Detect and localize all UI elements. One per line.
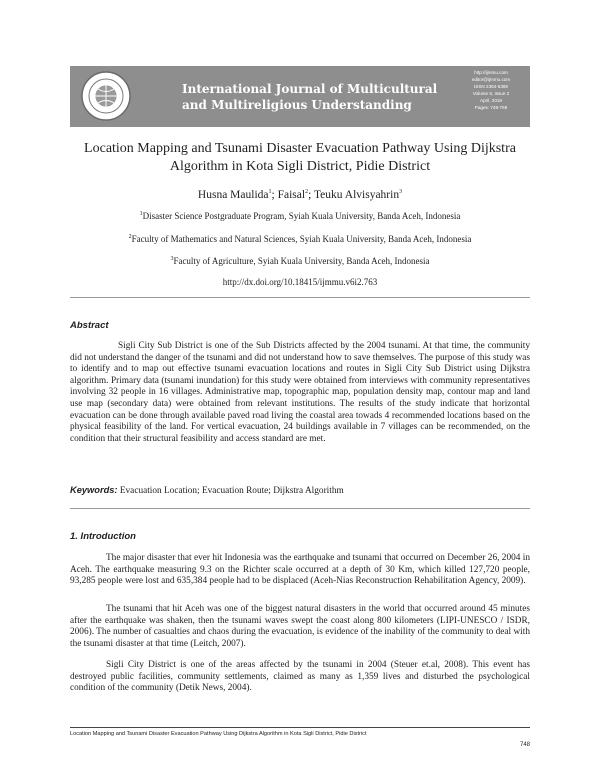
affiliation-3 [40,256,560,266]
affiliation-mark: 2 [128,234,132,240]
journal-logo-icon [80,70,132,122]
author-separator: ; [271,189,278,201]
author-name: Teuku Alvisyahrin [313,189,400,201]
divider [70,508,530,509]
journal-issn: ISSN 2364-5369 [474,84,508,89]
keywords [70,485,530,496]
journal-banner [70,66,530,127]
journal-title-line-2: and Multireligious Understanding [182,98,412,112]
page-number: 748 [519,742,530,748]
author-affiliation-mark: 2 [305,189,309,196]
keywords-text: Evacuation Location; Evacuation Route; Dijkstra Algorithm [119,486,344,496]
author-list [60,189,540,201]
abstract-heading: Abstract [70,320,109,331]
author-affiliation-mark: 1 [268,189,272,196]
author-name: Husna Maulida [197,189,269,201]
journal-date: April, 2019 [480,98,502,103]
journal-title [182,81,437,113]
journal-email[interactable]: editor@ijmmu.com [471,77,511,82]
divider [70,297,530,298]
journal-url[interactable]: http://ijmmu.com [474,70,508,75]
affiliation-text: Faculty of Mathematics and Natural Sciences, Syiah Kuala University, Banda Aceh, Indonesia [131,234,472,244]
author-name: Faisal [277,189,306,201]
journal-info-block [456,69,526,111]
keywords-label: Keywords: [70,485,118,495]
affiliation-1 [40,211,560,221]
author-affiliation-mark: 3 [399,189,403,196]
paper-title: Location Mapping and Tsunami Disaster Evacuation Pathway Using Dijkstra Algorithm in Kota Sigli District, Pidie District [84,141,516,174]
introduction-paragraph-3: Sigli City District is one of the areas affected by the tsunami in 2004 (Steuer et.al, 2008). This event has destroyed public facilities, community settlements, claimed as many as 1,359 lives and disturbed the psychological condition of the community (Detik News, 2004). [70,660,530,694]
doi-link[interactable]: http://dx.doi.org/10.18415/ijmmu.v6i2.763 [222,277,378,287]
introduction-paragraph-2: The tsunami that hit Aceh was one of the biggest natural disasters in the world that occurred around 45 minutes after the earthquake was shaken, then the tsunami waves swept the coast along 800 kilometers (LIPI-UNESCO / ISDR, 2006). The number of casualties and chaos during the evacuation, is evidence of the inability of the community to deal with the tsunami disaster at that time (Leitch, 2007). [70,604,530,649]
author-separator: ; [308,189,314,201]
introduction-paragraph-1: The major disaster that ever hit Indonesia was the earthquake and tsunami that occurred on December 26, 2004 in Aceh. The earthquake measuring 9.3 on the Richter scale occurred at a depth of 30 Km, which killed 127,720 people, 93,285 people were lost and 635,384 people had to be displaced (Aceh-Nias Reconstruction Rehabilitation Agency, 2009). [70,553,530,587]
introduction-heading: 1. Introduction [70,531,136,542]
page-footer: Location Mapping and Tsunami Disaster Evacuation Pathway Using Dijkstra Algorithm in Kota Sigli District, Pidie District [70,727,530,737]
affiliation-mark: 1 [139,211,143,217]
affiliation-2 [40,234,560,244]
affiliation-text: Disaster Science Postgraduate Program, Syiah Kuala University, Banda Aceh, Indonesia [142,211,461,221]
affiliation-text: Faculty of Agriculture, Syiah Kuala University, Banda Aceh, Indonesia [173,256,430,266]
journal-pages: Pages: 748-759 [474,105,508,110]
abstract-text: Sigli City Sub District is one of the Sub Districts affected by the 2004 tsunami. At that time, the community did not understand the danger of the tsunami and did not understand how to save themselves. The purpose of this study was to identify and to map out effective tsunami evacuation locations and routes in Sigli City Sub District using Dijkstra algorithm. Primary data (tsunami inundation) for this study were obtained from interviews with community representatives involving 32 people in 16 villages. Administrative map, topographic map, population density map, contour map and land use map (secondary data) were obtained from relevant institutions. The results of the study indicate that horizontal evacuation can be done through available paved road living the coastal area towads 4 recommended locations based on the physical feasibility of the land. For vertical evacuation, 24 buildings available in 7 villages can be recommended, on the condition that their structural feasibility and access standard are met. [70,341,530,444]
journal-volume: Volume 6, Issue 2 [472,91,510,96]
journal-title-line-1: International Journal of Multicultural [182,82,438,96]
affiliation-mark: 3 [170,256,174,262]
